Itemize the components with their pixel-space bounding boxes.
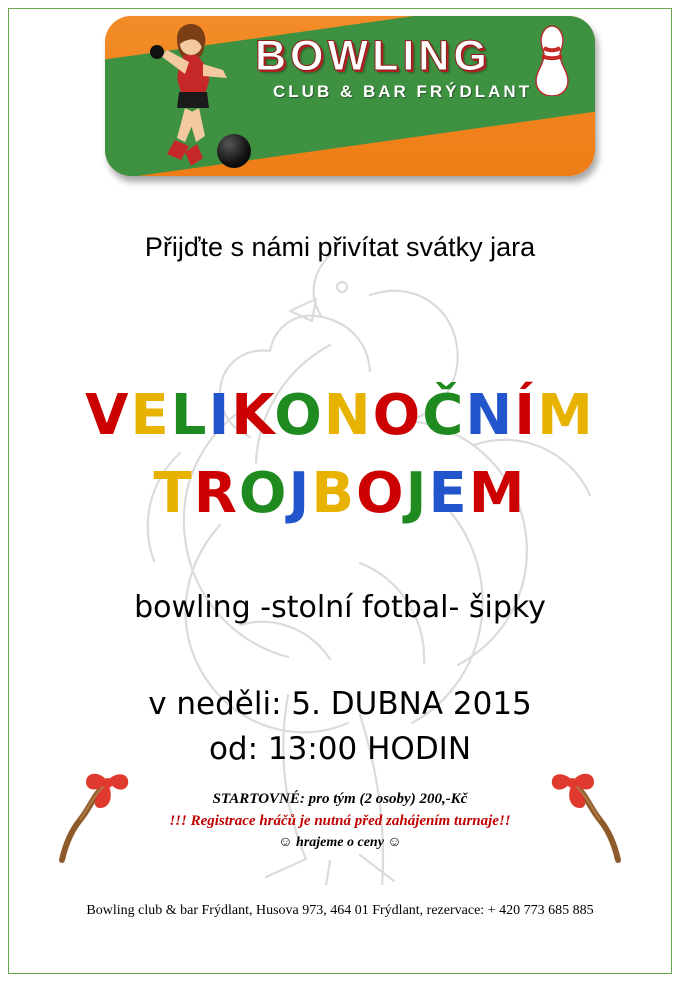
bowling-pin-icon bbox=[531, 24, 573, 96]
logo-title: BOWLING bbox=[255, 32, 491, 80]
headline-letter: J bbox=[405, 461, 429, 526]
headline-letter: N bbox=[465, 383, 515, 448]
headline-letter: I bbox=[208, 383, 232, 448]
headline-letter: Í bbox=[514, 383, 538, 448]
headline-letter: B bbox=[311, 461, 356, 526]
headline-letter: E bbox=[130, 383, 171, 448]
headline-letter: O bbox=[372, 383, 423, 448]
headline-letter: O bbox=[238, 461, 289, 526]
headline-letter: Č bbox=[422, 383, 466, 448]
note-line: STARTOVNÉ: pro tým (2 osoby) 200,-Kč bbox=[212, 791, 468, 807]
headline-letter: R bbox=[193, 461, 239, 526]
headline-letter: T bbox=[153, 461, 194, 526]
bowling-ball-icon bbox=[217, 134, 251, 168]
headline-letter: J bbox=[288, 461, 312, 526]
headline-letter: N bbox=[323, 383, 373, 448]
headline-letter: O bbox=[356, 461, 406, 526]
note-line: !!! Registrace hráčů je nutná před zahájením turnaje!! bbox=[169, 812, 511, 829]
headline-line-1 bbox=[0, 383, 680, 448]
headline-letter: K bbox=[231, 383, 275, 448]
invite-line: Přijďte s námi přivítat svátky jara bbox=[144, 232, 536, 262]
headline-letter: V bbox=[85, 383, 131, 448]
disciplines-line: bowling -stolní fotbal- šipky bbox=[134, 590, 546, 625]
headline-letter: M bbox=[468, 461, 527, 526]
note-line: ☺ hrajeme o ceny ☺ bbox=[278, 834, 402, 850]
bowling-club-logo bbox=[105, 16, 595, 191]
headline-letter: M bbox=[537, 383, 595, 448]
headline-line-2 bbox=[0, 461, 680, 526]
notes-block bbox=[0, 789, 680, 853]
time-line: od: 13:00 HODIN bbox=[208, 731, 472, 767]
footer-contact: Bowling club & bar Frýdlant, Husova 973, 464 01 Frýdlant, rezervace: + 420 773 685 885 bbox=[86, 903, 594, 918]
logo-subtitle: CLUB & BAR FRÝDLANT bbox=[273, 82, 533, 101]
headline-letter: E bbox=[428, 461, 469, 526]
logo-card bbox=[105, 16, 595, 176]
headline-letter: L bbox=[170, 383, 209, 448]
headline-letter: O bbox=[274, 383, 324, 448]
date-line: v neděli: 5. DUBNA 2015 bbox=[148, 686, 532, 722]
